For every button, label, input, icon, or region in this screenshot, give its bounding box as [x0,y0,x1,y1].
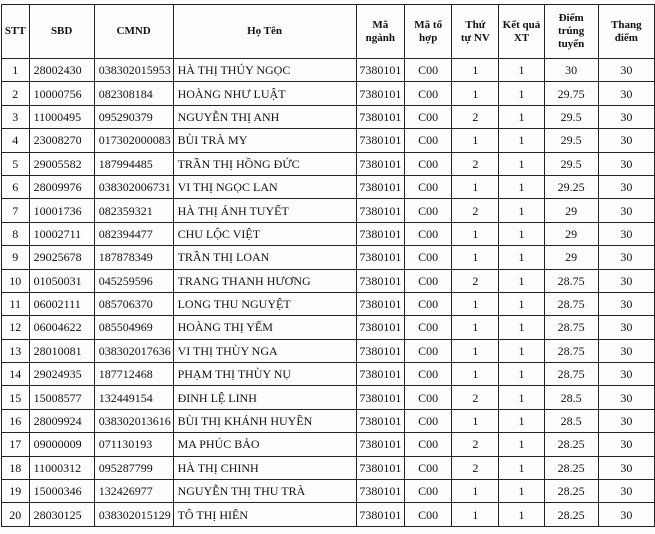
cell-sbd: 01050031 [29,269,94,292]
cell-thang-diem: 30 [598,386,654,409]
cell-stt: 15 [2,386,30,409]
cell-ho-ten: TRẦN THỊ LOAN [173,246,356,269]
cell-cmnd: 082394477 [94,222,173,245]
cell-thu-tu-nv: 1 [452,339,499,362]
cell-ma-nganh: 7380101 [356,363,405,386]
cell-ma-to-hop: C00 [405,363,452,386]
cell-cmnd: 085706370 [94,292,173,315]
cell-cmnd: 187712468 [94,363,173,386]
header-ho-ten: Họ Tên [173,5,356,59]
cell-thang-diem: 30 [598,433,654,456]
table-row [2,363,655,386]
cell-ma-to-hop: C00 [405,222,452,245]
cell-sbd: 15000346 [29,480,94,503]
cell-ho-ten: HÀ THỊ ÁNH TUYẾT [173,199,356,222]
cell-cmnd: 132449154 [94,386,173,409]
cell-ma-nganh: 7380101 [356,152,405,175]
table-row [2,152,655,175]
table-row [2,386,655,409]
cell-ma-to-hop: C00 [405,246,452,269]
cell-sbd: 11000495 [29,105,94,128]
cell-sbd: 10000756 [29,82,94,105]
header-stt: STT [2,5,30,59]
cell-diem-trung-tuyen: 29.5 [544,105,598,128]
cell-cmnd: 038302006731 [94,175,173,198]
cell-diem-trung-tuyen: 29.25 [544,175,598,198]
cell-thang-diem: 30 [598,456,654,479]
cell-cmnd: 082359321 [94,199,173,222]
cell-diem-trung-tuyen: 28.25 [544,433,598,456]
cell-ma-nganh: 7380101 [356,409,405,432]
cell-thu-tu-nv: 2 [452,269,499,292]
cell-cmnd: 085504969 [94,316,173,339]
cell-sbd: 29005582 [29,152,94,175]
cell-ho-ten: PHẠM THỊ THÙY NỤ [173,363,356,386]
cell-thu-tu-nv: 2 [452,386,499,409]
table-row [2,480,655,503]
header-thang-diem: Thang điểm [598,5,654,59]
cell-thang-diem: 30 [598,339,654,362]
cell-cmnd: 132426977 [94,480,173,503]
cell-ho-ten: NGUYỄN THỊ ANH [173,105,356,128]
cell-diem-trung-tuyen: 28.25 [544,503,598,526]
cell-stt: 2 [2,82,30,105]
cell-stt: 20 [2,503,30,526]
cell-ma-nganh: 7380101 [356,59,405,82]
cell-diem-trung-tuyen: 29 [544,199,598,222]
cell-thu-tu-nv: 1 [452,222,499,245]
cell-stt: 17 [2,433,30,456]
cell-ma-nganh: 7380101 [356,316,405,339]
cell-sbd: 28009924 [29,409,94,432]
cell-thang-diem: 30 [598,269,654,292]
cell-ho-ten: CHU LỘC VIỆT [173,222,356,245]
cell-thang-diem: 30 [598,175,654,198]
cell-ma-to-hop: C00 [405,59,452,82]
cell-ho-ten: TRANG THANH HƯƠNG [173,269,356,292]
header-ket-qua-xt: Kết quả XT [499,5,544,59]
cell-ma-nganh: 7380101 [356,199,405,222]
cell-ma-nganh: 7380101 [356,433,405,456]
cell-diem-trung-tuyen: 28.75 [544,292,598,315]
cell-cmnd: 038302015953 [94,59,173,82]
cell-cmnd: 187994485 [94,152,173,175]
cell-stt: 11 [2,292,30,315]
cell-ma-nganh: 7380101 [356,386,405,409]
cell-diem-trung-tuyen: 29.5 [544,152,598,175]
cell-thu-tu-nv: 1 [452,246,499,269]
cell-ket-qua-xt: 1 [499,105,544,128]
cell-ma-nganh: 7380101 [356,269,405,292]
table-row [2,316,655,339]
cell-thang-diem: 30 [598,152,654,175]
cell-stt: 16 [2,409,30,432]
cell-ma-nganh: 7380101 [356,82,405,105]
cell-thu-tu-nv: 1 [452,480,499,503]
cell-thu-tu-nv: 1 [452,59,499,82]
cell-sbd: 29025678 [29,246,94,269]
cell-ho-ten: BÙI TRÀ MY [173,129,356,152]
cell-stt: 5 [2,152,30,175]
cell-ket-qua-xt: 1 [499,409,544,432]
cell-stt: 9 [2,246,30,269]
cell-ho-ten: TÔ THỊ HIÊN [173,503,356,526]
cell-diem-trung-tuyen: 28.25 [544,456,598,479]
header-ma-to-hop: Mã tổ hợp [405,5,452,59]
cell-ho-ten: BÙI THỊ KHÁNH HUYỀN [173,409,356,432]
cell-ho-ten: HÀ THỊ CHINH [173,456,356,479]
cell-cmnd: 082308184 [94,82,173,105]
table-row [2,503,655,526]
cell-sbd: 06002111 [29,292,94,315]
cell-diem-trung-tuyen: 30 [544,59,598,82]
cell-diem-trung-tuyen: 28.75 [544,316,598,339]
cell-ket-qua-xt: 1 [499,222,544,245]
cell-ma-nganh: 7380101 [356,246,405,269]
cell-thang-diem: 30 [598,503,654,526]
cell-cmnd: 095287799 [94,456,173,479]
cell-ma-nganh: 7380101 [356,292,405,315]
table-row [2,409,655,432]
cell-ma-to-hop: C00 [405,152,452,175]
cell-ket-qua-xt: 1 [499,152,544,175]
table-row [2,292,655,315]
cell-stt: 19 [2,480,30,503]
table-body [2,59,655,527]
cell-sbd: 10002711 [29,222,94,245]
admission-results-table [1,4,655,527]
cell-thang-diem: 30 [598,199,654,222]
cell-ma-to-hop: C00 [405,292,452,315]
cell-stt: 3 [2,105,30,128]
cell-ma-to-hop: C00 [405,456,452,479]
cell-ket-qua-xt: 1 [499,175,544,198]
header-sbd: SBD [29,5,94,59]
cell-ma-to-hop: C00 [405,503,452,526]
cell-thang-diem: 30 [598,316,654,339]
table-row [2,269,655,292]
cell-ma-nganh: 7380101 [356,105,405,128]
cell-sbd: 28009976 [29,175,94,198]
cell-ho-ten: HÀ THỊ THÚY NGỌC [173,59,356,82]
cell-ket-qua-xt: 1 [499,269,544,292]
cell-stt: 6 [2,175,30,198]
cell-sbd: 10001736 [29,199,94,222]
cell-ket-qua-xt: 1 [499,339,544,362]
cell-thang-diem: 30 [598,246,654,269]
cell-ho-ten: MA PHÚC BẢO [173,433,356,456]
cell-diem-trung-tuyen: 28.75 [544,339,598,362]
table-row [2,105,655,128]
cell-stt: 10 [2,269,30,292]
cell-ket-qua-xt: 1 [499,456,544,479]
cell-ho-ten: NGUYỄN THỊ THU TRÀ [173,480,356,503]
cell-thang-diem: 30 [598,409,654,432]
table-row [2,433,655,456]
cell-ma-to-hop: C00 [405,129,452,152]
cell-sbd: 28030125 [29,503,94,526]
table-row [2,59,655,82]
table-row [2,222,655,245]
header-diem-trung-tuyen: Điểm trúng tuyển [544,5,598,59]
cell-sbd: 23008270 [29,129,94,152]
cell-sbd: 28002430 [29,59,94,82]
cell-ket-qua-xt: 1 [499,503,544,526]
cell-ma-nganh: 7380101 [356,503,405,526]
cell-ho-ten: TRẦN THỊ HỒNG ĐỨC [173,152,356,175]
cell-ho-ten: HOÀNG THỊ YẾM [173,316,356,339]
cell-stt: 14 [2,363,30,386]
cell-thu-tu-nv: 1 [452,82,499,105]
cell-thang-diem: 30 [598,129,654,152]
cell-thu-tu-nv: 2 [452,433,499,456]
cell-ma-to-hop: C00 [405,409,452,432]
cell-ma-to-hop: C00 [405,386,452,409]
cell-ket-qua-xt: 1 [499,129,544,152]
cell-ma-nganh: 7380101 [356,456,405,479]
cell-sbd: 29024935 [29,363,94,386]
cell-ma-to-hop: C00 [405,480,452,503]
cell-stt: 8 [2,222,30,245]
cell-thu-tu-nv: 1 [452,503,499,526]
cell-diem-trung-tuyen: 29.75 [544,82,598,105]
cell-thang-diem: 30 [598,82,654,105]
cell-ho-ten: VI THỊ NGỌC LAN [173,175,356,198]
cell-diem-trung-tuyen: 28.5 [544,386,598,409]
cell-ket-qua-xt: 1 [499,59,544,82]
cell-diem-trung-tuyen: 29 [544,222,598,245]
cell-ket-qua-xt: 1 [499,246,544,269]
cell-cmnd: 045259596 [94,269,173,292]
header-cmnd: CMND [94,5,173,59]
cell-ket-qua-xt: 1 [499,292,544,315]
cell-sbd: 11000312 [29,456,94,479]
cell-stt: 18 [2,456,30,479]
cell-thu-tu-nv: 1 [452,129,499,152]
cell-stt: 4 [2,129,30,152]
cell-thu-tu-nv: 2 [452,199,499,222]
cell-ma-nganh: 7380101 [356,222,405,245]
cell-ho-ten: ĐINH LỆ LINH [173,386,356,409]
cell-ket-qua-xt: 1 [499,316,544,339]
cell-thu-tu-nv: 2 [452,456,499,479]
cell-thang-diem: 30 [598,363,654,386]
cell-stt: 7 [2,199,30,222]
cell-ho-ten: VI THỊ THÙY NGA [173,339,356,362]
cell-sbd: 15008577 [29,386,94,409]
cell-diem-trung-tuyen: 29 [544,246,598,269]
cell-thang-diem: 30 [598,222,654,245]
table-row [2,129,655,152]
cell-cmnd: 038302015129 [94,503,173,526]
table-row [2,339,655,362]
header-ma-nganh: Mã ngành [356,5,405,59]
cell-ho-ten: HOÀNG NHƯ LUẬT [173,82,356,105]
cell-ket-qua-xt: 1 [499,199,544,222]
cell-ket-qua-xt: 1 [499,433,544,456]
cell-stt: 12 [2,316,30,339]
cell-cmnd: 038302013616 [94,409,173,432]
cell-thu-tu-nv: 1 [452,292,499,315]
cell-cmnd: 017302000083 [94,129,173,152]
cell-ma-nganh: 7380101 [356,480,405,503]
cell-thu-tu-nv: 1 [452,363,499,386]
table-header-row [2,5,655,59]
cell-thang-diem: 30 [598,59,654,82]
cell-thu-tu-nv: 1 [452,175,499,198]
cell-thang-diem: 30 [598,292,654,315]
cell-thu-tu-nv: 1 [452,409,499,432]
cell-ma-nganh: 7380101 [356,175,405,198]
cell-diem-trung-tuyen: 28.25 [544,480,598,503]
cell-diem-trung-tuyen: 28.75 [544,269,598,292]
cell-cmnd: 071130193 [94,433,173,456]
cell-thu-tu-nv: 1 [452,316,499,339]
cell-diem-trung-tuyen: 28.5 [544,409,598,432]
cell-ma-to-hop: C00 [405,82,452,105]
cell-ma-nganh: 7380101 [356,129,405,152]
cell-diem-trung-tuyen: 29.5 [544,129,598,152]
cell-ket-qua-xt: 1 [499,82,544,105]
cell-ket-qua-xt: 1 [499,386,544,409]
cell-diem-trung-tuyen: 28.75 [544,363,598,386]
table-row [2,246,655,269]
cell-sbd: 06004622 [29,316,94,339]
cell-cmnd: 187878349 [94,246,173,269]
cell-thu-tu-nv: 2 [452,152,499,175]
cell-ma-nganh: 7380101 [356,339,405,362]
cell-cmnd: 038302017636 [94,339,173,362]
cell-sbd: 09000009 [29,433,94,456]
header-thu-tu-nv: Thứ tự NV [452,5,499,59]
cell-thu-tu-nv: 2 [452,105,499,128]
table-row [2,199,655,222]
table-row [2,175,655,198]
cell-ma-to-hop: C00 [405,339,452,362]
cell-stt: 1 [2,59,30,82]
cell-ma-to-hop: C00 [405,175,452,198]
table-row [2,82,655,105]
cell-ma-to-hop: C00 [405,105,452,128]
cell-ma-to-hop: C00 [405,269,452,292]
cell-ma-to-hop: C00 [405,433,452,456]
cell-ma-to-hop: C00 [405,316,452,339]
cell-thang-diem: 30 [598,480,654,503]
cell-ma-to-hop: C00 [405,199,452,222]
cell-ket-qua-xt: 1 [499,363,544,386]
cell-cmnd: 095290379 [94,105,173,128]
table-row [2,456,655,479]
cell-ho-ten: LONG THU NGUYỆT [173,292,356,315]
cell-sbd: 28010081 [29,339,94,362]
cell-thang-diem: 30 [598,105,654,128]
cell-ket-qua-xt: 1 [499,480,544,503]
cell-stt: 13 [2,339,30,362]
